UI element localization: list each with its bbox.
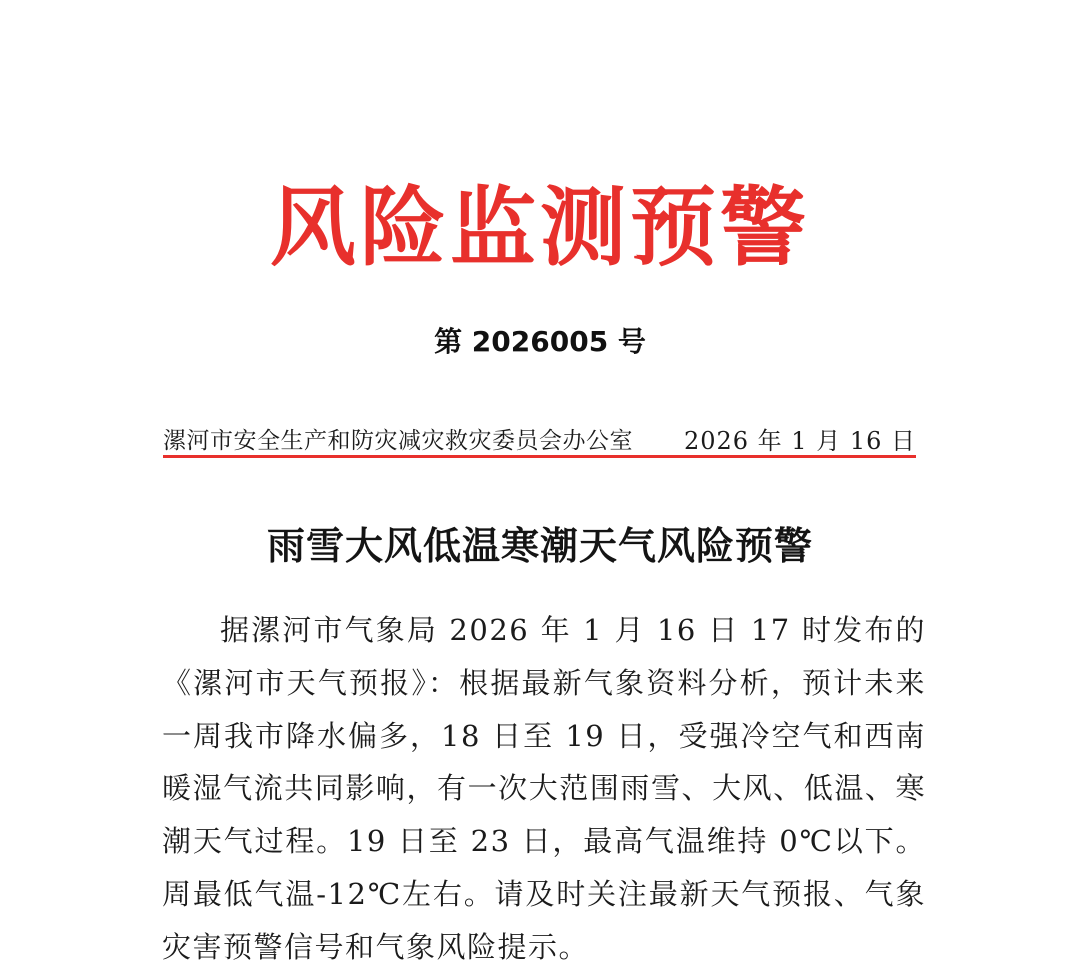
- body-paragraph: 据漯河市气象局 2026 年 1 月 16 日 17 时发布的《漯河市天气预报》：根据最新气象资料分析，预计未来一周我市降水偏多，18 日至 19 日，受强冷空气和西南暖湿气流共同影响，有一次大范围雨雪、大风、低温、寒潮天气过程。19 日至 23 日，最高气温维持 0℃以下。周最低气温-12℃左右。请及时关注最新天气预报、气象灾害预警信号和气象风险提示。: [162, 613, 926, 964]
- red-divider-line: [163, 455, 916, 458]
- issue-date: 2026 年 1 月 16 日: [683, 427, 916, 455]
- document-title: 雨雪大风低温寒潮天气风险预警: [266, 523, 813, 568]
- issuing-office: 漯河市安全生产和防灾减灾救灾委员会办公室: [163, 428, 633, 454]
- masthead-title: 风险监测预警: [270, 177, 810, 278]
- document-number: 第 2026005 号: [434, 325, 646, 358]
